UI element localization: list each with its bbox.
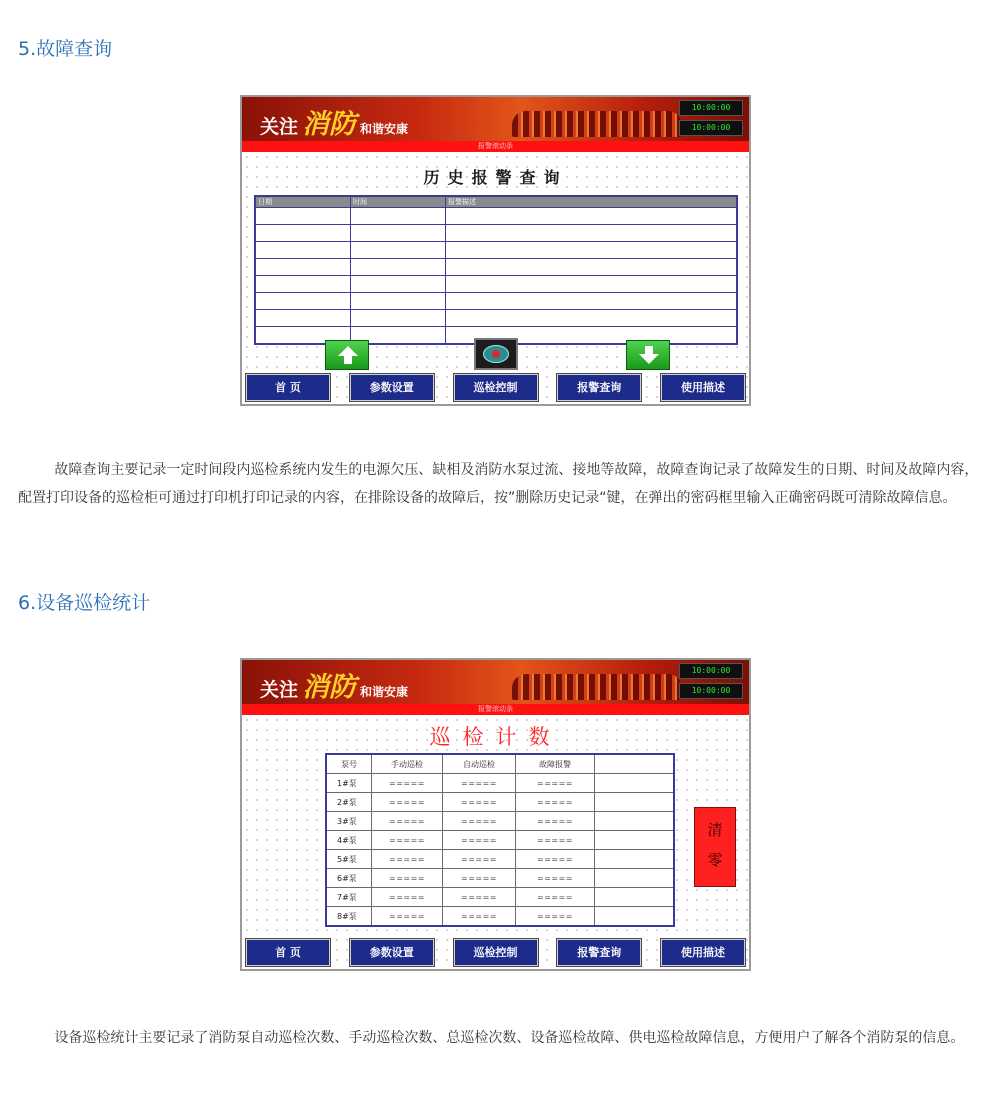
reset-count-button[interactable] <box>694 807 736 887</box>
page-down-button[interactable] <box>626 340 670 370</box>
panel-title: 巡检计数 <box>429 725 562 749</box>
pump-id-cell: 2#泵 <box>326 793 372 812</box>
print-button[interactable] <box>474 338 518 370</box>
count-cell: ===== <box>516 850 595 869</box>
banner-text-3: 和谐安康 <box>360 122 409 136</box>
count-cell: ===== <box>443 812 516 831</box>
history-alarm-panel <box>240 95 751 406</box>
panel-title: 历史报警查询 <box>423 168 568 187</box>
empty-cell <box>595 869 675 888</box>
count-cell: ===== <box>443 869 516 888</box>
up-arrow-icon <box>337 345 359 365</box>
table-row[interactable] <box>255 310 737 327</box>
table-row[interactable] <box>255 225 737 242</box>
count-cell: ===== <box>372 869 443 888</box>
column-header: 泵号 <box>326 754 372 774</box>
alarm-ticker: 报警滚动条 <box>242 141 749 152</box>
banner-text-3: 和谐安康 <box>360 685 409 699</box>
nav-usage-description-button[interactable]: 使用描述 <box>661 939 745 966</box>
count-cell: ===== <box>372 850 443 869</box>
banner-firefighters-image <box>512 674 682 700</box>
banner-slogan <box>260 665 408 704</box>
nav-alarm-query-button[interactable]: 报警查询 <box>557 939 641 966</box>
table-row[interactable] <box>255 276 737 293</box>
table-row <box>326 831 674 850</box>
table-row <box>326 907 674 927</box>
column-header: 时间 <box>351 196 446 208</box>
count-cell: ===== <box>516 774 595 793</box>
banner-slogan <box>260 102 408 141</box>
clock-display-2: 10:00:00 <box>679 120 743 136</box>
pump-id-cell: 6#泵 <box>326 869 372 888</box>
banner-text-2: 消防 <box>302 109 357 140</box>
count-cell: ===== <box>443 888 516 907</box>
reset-label-2: 零 <box>707 851 723 869</box>
table-row <box>326 888 674 907</box>
banner-text-1: 关注 <box>260 679 299 701</box>
count-cell: ===== <box>516 812 595 831</box>
count-cell: ===== <box>443 831 516 850</box>
nav-settings-button[interactable]: 参数设置 <box>350 374 434 401</box>
pump-id-cell: 1#泵 <box>326 774 372 793</box>
table-row <box>326 793 674 812</box>
nav-settings-button[interactable]: 参数设置 <box>350 939 434 966</box>
history-table <box>254 195 738 345</box>
hmi-banner <box>242 97 749 141</box>
hmi-screen <box>242 715 749 969</box>
empty-cell <box>595 793 675 812</box>
section-title-fault-query: 5.故障查询 <box>18 38 113 60</box>
nav-inspection-control-button[interactable]: 巡检控制 <box>454 939 538 966</box>
banner-text-2: 消防 <box>302 672 357 703</box>
nav-alarm-query-button[interactable]: 报警查询 <box>557 374 641 401</box>
clock-display-1: 10:00:00 <box>679 100 743 116</box>
nav-usage-description-button[interactable]: 使用描述 <box>661 374 745 401</box>
pump-id-cell: 7#泵 <box>326 888 372 907</box>
column-header: 报警描述 <box>446 196 738 208</box>
column-header-empty <box>595 754 675 774</box>
table-row[interactable] <box>255 259 737 276</box>
hmi-screen <box>242 152 749 404</box>
empty-cell <box>595 850 675 869</box>
clock-display-1: 10:00:00 <box>679 663 743 679</box>
count-cell: ===== <box>443 774 516 793</box>
nav-inspection-control-button[interactable]: 巡检控制 <box>454 374 538 401</box>
count-cell: ===== <box>516 888 595 907</box>
count-cell: ===== <box>372 888 443 907</box>
count-cell: ===== <box>372 793 443 812</box>
inspection-count-table <box>325 753 675 927</box>
count-cell: ===== <box>443 793 516 812</box>
hmi-nav-bar <box>246 374 745 401</box>
page-up-button[interactable] <box>325 340 369 370</box>
table-row <box>326 812 674 831</box>
empty-cell <box>595 831 675 850</box>
pump-id-cell: 3#泵 <box>326 812 372 831</box>
down-arrow-icon <box>638 345 660 365</box>
pump-id-cell: 5#泵 <box>326 850 372 869</box>
table-row <box>326 850 674 869</box>
hmi-nav-bar <box>246 939 745 966</box>
inspection-stats-description: 设备巡检统计主要记录了消防泵自动巡检次数、手动巡检次数、总巡检次数、设备巡检故障、供电巡检故障信息，方便用户了解各个消防泵的信息。 <box>54 1030 965 1046</box>
nav-home-button[interactable]: 首 页 <box>246 374 330 401</box>
column-header: 手动巡检 <box>372 754 443 774</box>
count-cell: ===== <box>372 907 443 927</box>
count-cell: ===== <box>516 869 595 888</box>
count-cell: ===== <box>516 793 595 812</box>
empty-cell <box>595 907 675 927</box>
table-row[interactable] <box>255 293 737 310</box>
count-cell: ===== <box>372 831 443 850</box>
table-row[interactable] <box>255 208 737 225</box>
table-row[interactable] <box>255 242 737 259</box>
pump-id-cell: 4#泵 <box>326 831 372 850</box>
alarm-ticker: 报警滚动条 <box>242 704 749 715</box>
count-cell: ===== <box>443 907 516 927</box>
nav-home-button[interactable]: 首 页 <box>246 939 330 966</box>
table-row <box>326 774 674 793</box>
column-header: 自动巡检 <box>443 754 516 774</box>
table-row <box>326 869 674 888</box>
clock-display-2: 10:00:00 <box>679 683 743 699</box>
banner-text-1: 关注 <box>260 116 299 138</box>
hmi-banner <box>242 660 749 704</box>
inspection-count-panel <box>240 658 751 971</box>
count-cell: ===== <box>443 850 516 869</box>
pump-id-cell: 8#泵 <box>326 907 372 927</box>
empty-cell <box>595 774 675 793</box>
column-header: 故障报警 <box>516 754 595 774</box>
count-cell: ===== <box>372 812 443 831</box>
banner-firefighters-image <box>512 111 682 137</box>
count-cell: ===== <box>516 831 595 850</box>
count-cell: ===== <box>372 774 443 793</box>
empty-cell <box>595 812 675 831</box>
print-icon <box>483 345 509 363</box>
fault-query-description: 故障查询主要记录一定时间段内巡检系统内发生的电源欠压、缺相及消防水泵过流、接地等故障，故障查询记录了故障发生的日期、时间及故障内容，配置打印设备的巡检柜可通过打印机打印记录的内容，在排除设备的故障后，按”删除历史记录“键，在弹出的密码框里输入正确密码既可清除故障信息。 <box>18 462 979 506</box>
column-header: 日期 <box>255 196 351 208</box>
empty-cell <box>595 888 675 907</box>
count-cell: ===== <box>516 907 595 927</box>
section-title-inspection-stats: 6.设备巡检统计 <box>18 592 151 614</box>
reset-label-1: 清 <box>707 821 723 839</box>
